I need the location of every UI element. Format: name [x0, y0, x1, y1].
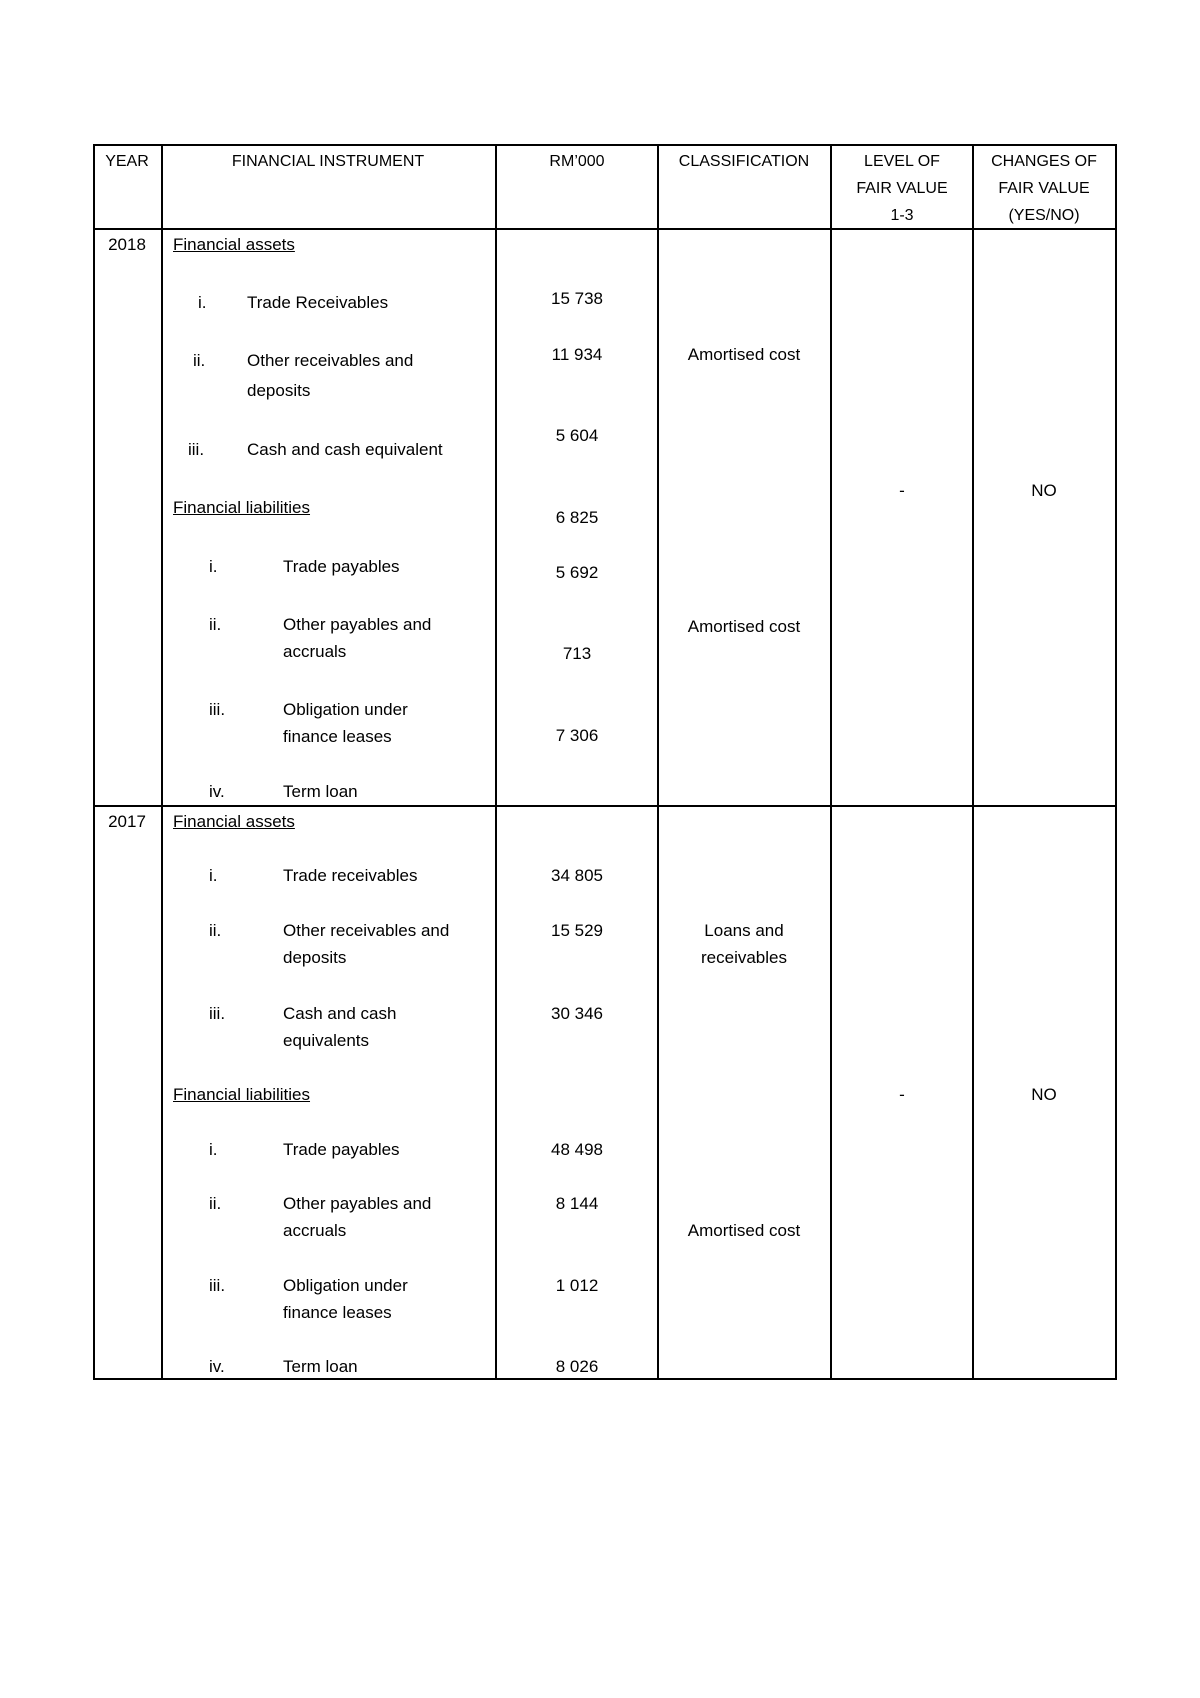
fair-value-level: - [899, 1085, 905, 1104]
header-divider [93, 228, 1117, 230]
amount-value: 713 [562, 644, 592, 663]
column-divider [161, 144, 163, 1380]
header-financial-instrument: FINANCIAL INSTRUMENT [231, 153, 425, 170]
list-item-label: Trade payables [283, 1140, 400, 1159]
table-border-top [93, 144, 1117, 146]
list-item-label: deposits [283, 948, 347, 967]
list-item-label: equivalents [283, 1031, 370, 1050]
header-changes-of-fair-value: CHANGES OF [991, 153, 1097, 170]
column-divider [657, 144, 659, 1380]
classification-value: Loans and [704, 921, 784, 940]
table-border-right [1115, 144, 1117, 1380]
list-item-label: Other receivables and [283, 921, 450, 940]
amount-value: 8 144 [555, 1194, 599, 1213]
classification-value: receivables [701, 948, 787, 967]
list-item-number: iii. [209, 1004, 226, 1023]
classification-value: Amortised cost [687, 617, 801, 636]
list-item-number: i. [209, 866, 218, 885]
year-divider [93, 805, 1117, 807]
list-item-label: Obligation under [283, 700, 408, 719]
amount-value: 11 934 [551, 345, 603, 364]
list-item-label: Term loan [283, 782, 358, 801]
amount-value: 6 825 [555, 508, 599, 527]
list-item-label: accruals [283, 642, 347, 661]
financial-assets-heading: Financial assets [173, 235, 295, 254]
header-amount: RM’000 [549, 153, 605, 170]
year-2018: 2018 [108, 235, 146, 254]
column-divider [495, 144, 497, 1380]
amount-value: 48 498 [551, 1140, 603, 1159]
list-item-number: iii. [209, 1276, 226, 1295]
table-border-left [93, 144, 95, 1380]
list-item-number: ii. [193, 351, 206, 370]
changes-of-fair-value: NO [1031, 481, 1057, 500]
list-item-label: Trade receivables [283, 866, 418, 885]
list-item-number: i. [198, 293, 207, 312]
financial-liabilities-heading: Financial liabilities [173, 1085, 311, 1104]
amount-value: 5 604 [555, 426, 599, 445]
classification-value: Amortised cost [687, 345, 801, 364]
list-item-label: Other payables and [283, 615, 432, 634]
list-item-number: i. [209, 1140, 218, 1159]
list-item-label: Trade Receivables [247, 293, 389, 312]
list-item-label: Other payables and [283, 1194, 432, 1213]
list-item-number: ii. [209, 1194, 222, 1213]
column-divider [972, 144, 974, 1380]
fair-value-level: - [899, 481, 905, 500]
list-item-label: Other receivables and [247, 351, 414, 370]
amount-value: 1 012 [555, 1276, 599, 1295]
list-item-number: i. [209, 557, 218, 576]
amount-value: 15 738 [551, 289, 603, 308]
amount-value: 34 805 [551, 866, 603, 885]
list-item-label: finance leases [283, 1303, 392, 1322]
changes-of-fair-value: NO [1031, 1085, 1057, 1104]
list-item-label: Cash and cash [283, 1004, 397, 1023]
header-classification: CLASSIFICATION [678, 153, 810, 170]
amount-value: 15 529 [551, 921, 603, 940]
header-level-of-fair-value: 1-3 [890, 207, 914, 224]
header-year: YEAR [105, 153, 149, 170]
header-changes-of-fair-value: FAIR VALUE [998, 180, 1090, 197]
header-level-of-fair-value: FAIR VALUE [856, 180, 948, 197]
financial-liabilities-heading: Financial liabilities [173, 498, 311, 517]
list-item-label: Trade payables [283, 557, 400, 576]
header-level-of-fair-value: LEVEL OF [864, 153, 940, 170]
list-item-label: finance leases [283, 727, 392, 746]
header-changes-of-fair-value: (YES/NO) [1008, 207, 1080, 224]
list-item-label: Term loan [283, 1357, 358, 1376]
list-item-number: iv. [209, 1357, 225, 1376]
list-item-label: Cash and cash equivalent [247, 440, 443, 459]
list-item-number: iii. [209, 700, 226, 719]
amount-value: 8 026 [555, 1357, 599, 1376]
list-item-number: ii. [209, 615, 222, 634]
list-item-number: ii. [209, 921, 222, 940]
amount-value: 30 346 [551, 1004, 603, 1023]
table-border-bottom [93, 1378, 1117, 1380]
list-item-label: deposits [247, 381, 311, 400]
list-item-number: iv. [209, 782, 225, 801]
classification-value: Amortised cost [687, 1221, 801, 1240]
financial-assets-heading: Financial assets [173, 812, 295, 831]
year-2017: 2017 [108, 812, 146, 831]
amount-value: 5 692 [555, 563, 599, 582]
list-item-label: Obligation under [283, 1276, 408, 1295]
column-divider [830, 144, 832, 1380]
list-item-number: iii. [188, 440, 205, 459]
list-item-label: accruals [283, 1221, 347, 1240]
amount-value: 7 306 [555, 726, 599, 745]
